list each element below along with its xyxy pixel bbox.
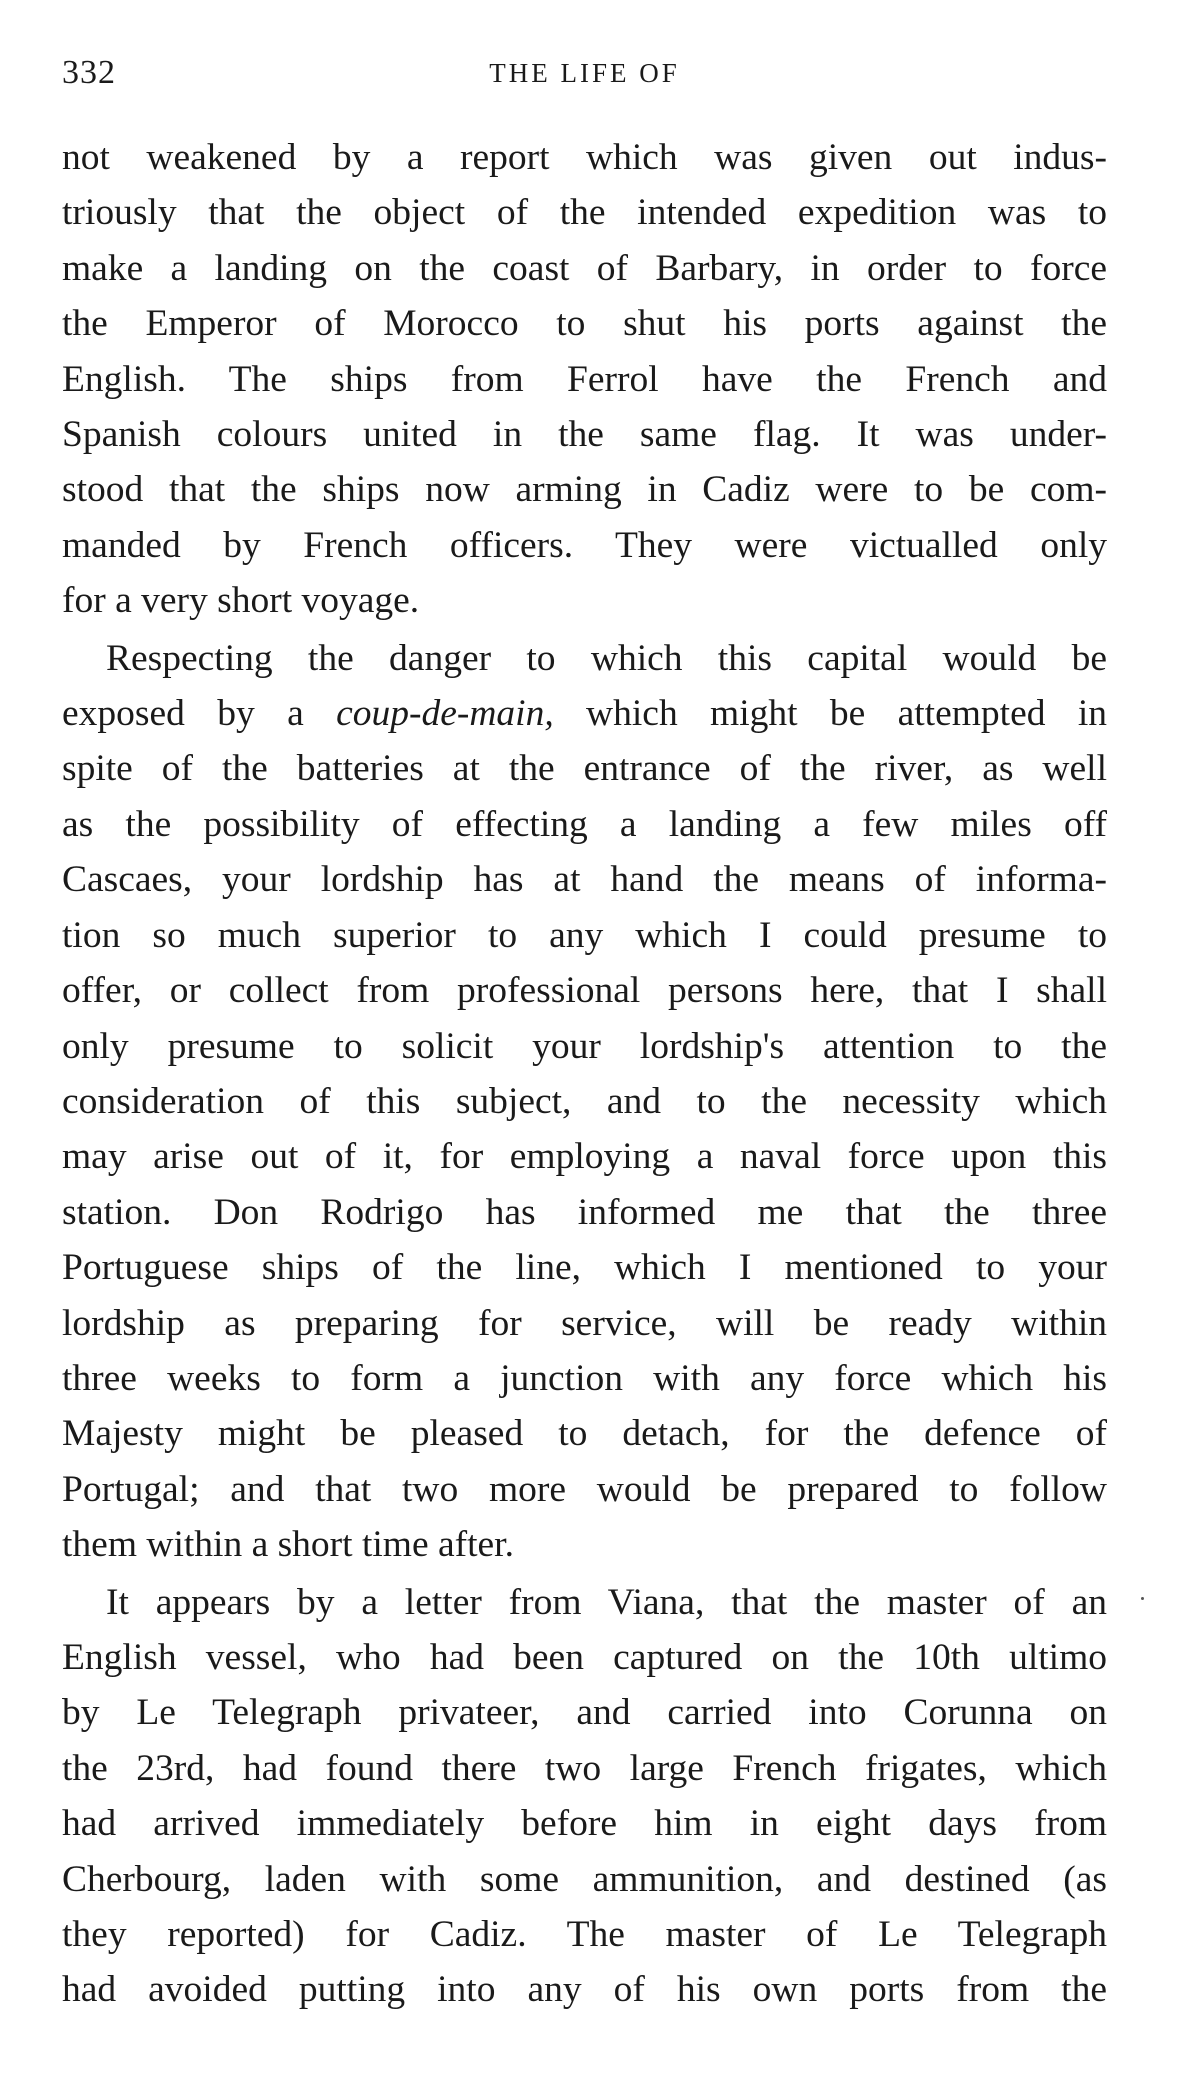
text-line: It appears by a letter from Viana, that the master of an xyxy=(106,1581,1107,1623)
text-line: Portugal; and that two more would be prepared to follow xyxy=(62,1468,1107,1510)
text-segment: exposed by a xyxy=(62,693,337,735)
text-segment: which might be attempted in xyxy=(553,693,1107,735)
text-line: only presume to solicit your lordship's attention to the xyxy=(62,1025,1107,1067)
text-line: not weakened by a report which was given out indus- xyxy=(62,137,1107,178)
text-line: as the possibility of effecting a landing a few miles off xyxy=(62,803,1107,845)
text-line: the Emperor of Morocco to shut his ports against the xyxy=(62,303,1107,345)
text-line: English. The ships from Ferrol have the French and xyxy=(62,358,1107,400)
text-line: for a very short voyage. xyxy=(62,580,420,622)
body-text xyxy=(62,130,1107,2020)
italic-phrase: coup-de-main, xyxy=(336,693,554,735)
page-number: 332 xyxy=(62,54,116,91)
text-line: them within a short time after. xyxy=(62,1524,514,1566)
text-line: Cherbourg, laden with some ammunition, and destined (as xyxy=(62,1858,1107,1900)
text-line: Cascaes, your lordship has at hand the means of informa- xyxy=(62,859,1107,901)
text-line: make a landing on the coast of Barbary, in order to force xyxy=(62,247,1107,289)
text-line: Majesty might be pleased to detach, for the defence of xyxy=(62,1413,1107,1455)
text-line: may arise out of it, for employing a naval force upon this xyxy=(62,1136,1107,1178)
text-line: three weeks to form a junction with any force which his xyxy=(62,1357,1107,1399)
text-line: station. Don Rodrigo has informed me that the three xyxy=(62,1191,1107,1233)
paragraph-3 xyxy=(62,1575,1107,2018)
text-line: had avoided putting into any of his own ports from the xyxy=(62,1969,1107,2011)
text-line: consideration of this subject, and to the necessity which xyxy=(62,1080,1107,1122)
text-line: the 23rd, had found there two large French frigates, which xyxy=(62,1747,1107,1789)
text-line: tion so much superior to any which I could presume to xyxy=(62,914,1107,956)
text-line: Portuguese ships of the line, which I mentioned to your xyxy=(62,1247,1107,1289)
text-line: offer, or collect from professional persons here, that I shall xyxy=(62,970,1107,1012)
running-title: THE LIFE OF xyxy=(489,58,680,88)
running-header xyxy=(62,48,1107,98)
text-line xyxy=(62,686,1107,741)
paper-speck xyxy=(1141,1597,1144,1600)
text-line: by Le Telegraph privateer, and carried into Corunna on xyxy=(62,1692,1107,1734)
text-line: manded by French officers. They were victualled only xyxy=(62,524,1107,566)
text-line: had arrived immediately before him in eight days from xyxy=(62,1803,1107,1845)
text-line: Respecting the danger to which this capital would be xyxy=(106,637,1107,679)
text-line: lordship as preparing for service, will be ready within xyxy=(62,1302,1107,1344)
text-line: Spanish colours united in the same flag. It was under- xyxy=(62,414,1107,456)
text-line: stood that the ships now arming in Cadiz were to be com- xyxy=(62,469,1107,511)
text-line: English vessel, who had been captured on the 10th ultimo xyxy=(62,1636,1107,1678)
text-line: triously that the object of the intended expedition was to xyxy=(62,192,1107,234)
paragraph-1 xyxy=(62,130,1107,629)
paragraph-2 xyxy=(62,631,1107,1573)
text-line: they reported) for Cadiz. The master of Le Telegraph xyxy=(62,1914,1107,1955)
text-line: spite of the batteries at the entrance of the river, as well xyxy=(62,748,1107,790)
